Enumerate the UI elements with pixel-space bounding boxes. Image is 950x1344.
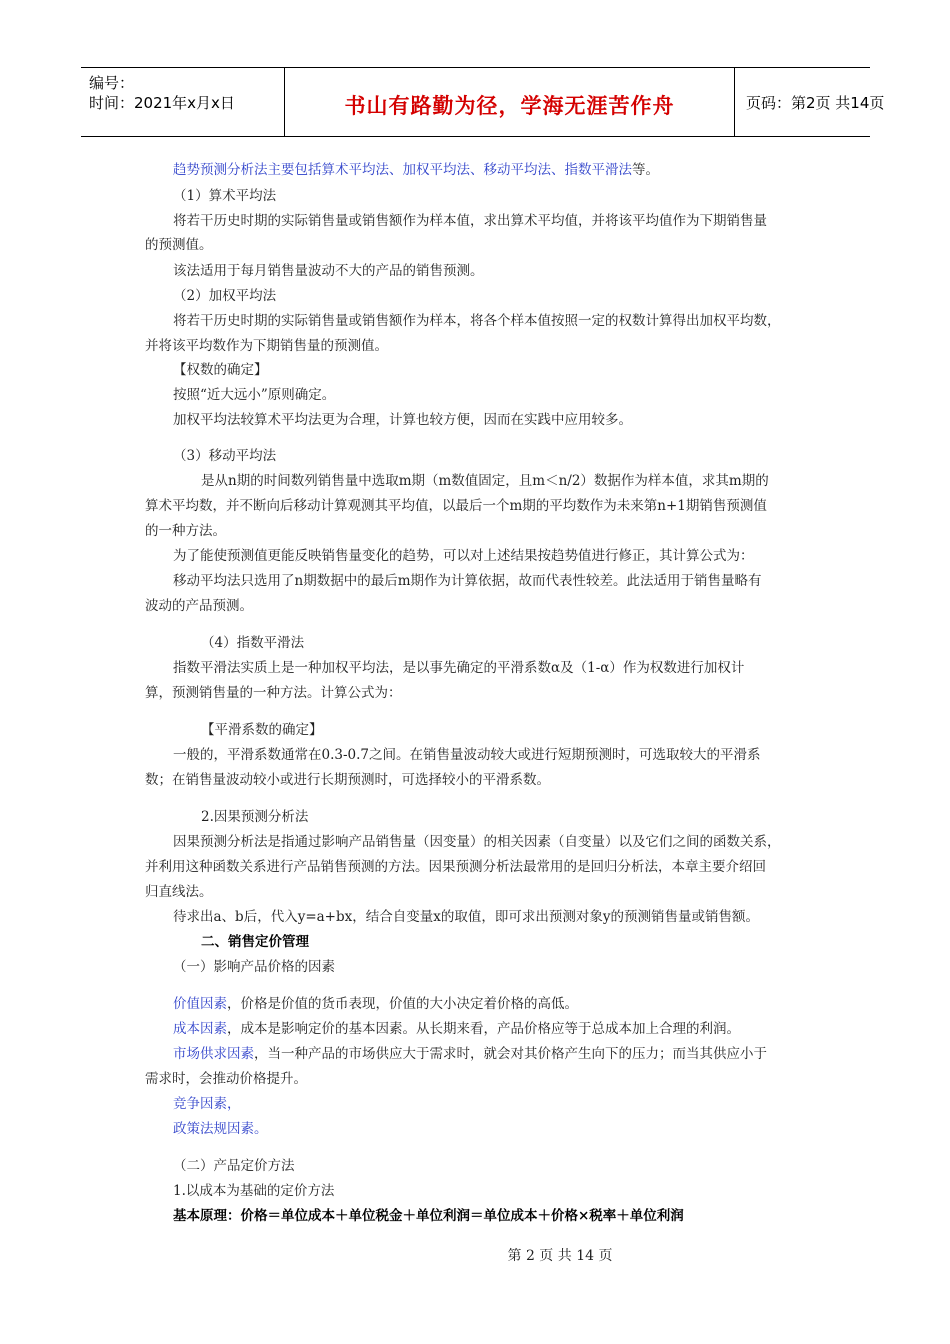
moving-paragraph-line2: 算术平均数，并不断向后移动计算观测其平均值，以最后一个m期的平均数作为未来第n+1期销售预测值 bbox=[145, 498, 767, 514]
header-left-cell bbox=[81, 68, 284, 136]
factor-market-name: 市场供求因素 bbox=[173, 1046, 254, 1062]
section-pricing-title: 二、销售定价管理 bbox=[201, 934, 309, 950]
causal-paragraph-line3: 归直线法。 bbox=[145, 884, 213, 900]
section-moving-title: （3）移动平均法 bbox=[173, 448, 277, 464]
subsection-methods-title: （二）产品定价方法 bbox=[173, 1158, 295, 1174]
causal-paragraph-line2: 并利用这种函数关系进行产品销售预测的方法。因果预测分析法最常用的是回归分析法，本章主要介绍回 bbox=[145, 859, 766, 875]
page-label: 页码：第2页 共14页 bbox=[746, 94, 885, 112]
regression-text: 待求出a、b后，代入y=a+bx，结合自变量x的取值，即可求出预测对象y的预测销售量或销售额。 bbox=[173, 909, 759, 925]
footer-page-number: 第 2 页 共 14 页 bbox=[507, 1248, 613, 1264]
moving-limit-line2: 波动的产品预测。 bbox=[145, 598, 253, 614]
section-causal-title: 2.因果预测分析法 bbox=[201, 809, 309, 825]
cost-based-method-title: 1.以成本为基础的定价方法 bbox=[173, 1183, 335, 1199]
intro-blue-text: 趋势预测分析法主要包括算术平均法、加权平均法、移动平均法、指数平滑法 bbox=[173, 162, 632, 178]
motto-text: 书山有路勤为径，学海无涯苦作舟 bbox=[344, 94, 675, 118]
factor-market-line2: 需求时，会推动价格提升。 bbox=[145, 1071, 307, 1087]
number-label: 编号： bbox=[89, 74, 135, 92]
factor-value-name: 价值因素 bbox=[173, 996, 227, 1012]
moving-correction-text: 为了能使预测值更能反映销售量变化的趋势，可以对上述结果按趋势值进行修正，其计算公式为： bbox=[173, 548, 754, 564]
weighted-advantage-text: 加权平均法较算术平均法更为合理，计算也较方便，因而在实践中应用较多。 bbox=[173, 412, 632, 428]
section-weighted-title: （2）加权平均法 bbox=[173, 288, 277, 304]
causal-paragraph-line1: 因果预测分析法是指通过影响产品销售量（因变量）的相关因素（自变量）以及它们之间的函数关系， bbox=[173, 834, 781, 850]
factor-value-text: ，价格是价值的货币表现，价值的大小决定着价格的高低。 bbox=[227, 996, 578, 1012]
moving-limit-line1: 移动平均法只选用了n期数据中的最后m期作为计算依据，故而代表性较差。此法适用于销售量略有 bbox=[173, 573, 762, 589]
moving-paragraph-line3: 的一种方法。 bbox=[145, 523, 226, 539]
smoothing-coefficient-title: 【平滑系数的确定】 bbox=[201, 722, 323, 738]
factor-cost-name: 成本因素 bbox=[173, 1021, 227, 1037]
factor-market bbox=[173, 1042, 767, 1066]
header-middle-cell bbox=[284, 68, 735, 136]
arithmetic-usage-text: 该法适用于每月销售量波动不大的产品的销售预测。 bbox=[173, 263, 484, 279]
page-footer bbox=[0, 1245, 950, 1265]
weighted-paragraph-line2: 并将该平均数作为下期销售量的预测值。 bbox=[145, 338, 388, 354]
section-exponential-title: （4）指数平滑法 bbox=[201, 635, 305, 651]
weighted-paragraph-line1: 将若干历史时期的实际销售量或销售额作为样本，将各个样本值按照一定的权数计算得出加权平均数， bbox=[173, 313, 781, 329]
factor-value bbox=[173, 992, 578, 1016]
intro-paragraph bbox=[173, 158, 659, 182]
smoothing-paragraph-line2: 数；在销售量波动较小或进行长期预测时，可选择较小的平滑系数。 bbox=[145, 772, 550, 788]
factor-competition: 竞争因素， bbox=[173, 1096, 241, 1112]
basic-principle-formula: 基本原理：价格＝单位成本＋单位税金＋单位利润＝单位成本＋价格×税率＋单位利润 bbox=[173, 1208, 684, 1224]
header-right-cell bbox=[734, 68, 885, 136]
arithmetic-paragraph-line1: 将若干历史时期的实际销售量或销售额作为样本值，求出算术平均值，并将该平均值作为下期销售量 bbox=[173, 213, 767, 229]
smoothing-paragraph-line1: 一般的，平滑系数通常在0.3-0.7之间。在销售量波动较大或进行短期预测时，可选取较大的平滑系 bbox=[173, 747, 761, 763]
factor-cost-text: ，成本是影响定价的基本因素。从长期来看，产品价格应等于总成本加上合理的利润。 bbox=[227, 1021, 740, 1037]
section-arithmetic-title: （1）算术平均法 bbox=[173, 188, 277, 204]
exponential-paragraph-line1: 指数平滑法实质上是一种加权平均法，是以事先确定的平滑系数α及（1-α）作为权数进行加权计 bbox=[173, 660, 745, 676]
factor-cost bbox=[173, 1017, 740, 1041]
factor-policy: 政策法规因素。 bbox=[173, 1121, 268, 1137]
weight-determination-title: 【权数的确定】 bbox=[173, 362, 268, 378]
exponential-paragraph-line2: 算，预测销售量的一种方法。计算公式为： bbox=[145, 685, 402, 701]
weight-determination-text: 按照“近大远小”原则确定。 bbox=[173, 387, 336, 403]
document-header bbox=[81, 67, 885, 137]
arithmetic-paragraph-line2: 的预测值。 bbox=[145, 237, 213, 253]
subsection-factors-title: （一）影响产品价格的因素 bbox=[173, 959, 335, 975]
intro-end-text: 等。 bbox=[632, 162, 659, 178]
moving-paragraph-line1: 是从n期的时间数列销售量中选取m期（m数值固定，且m＜n/2）数据作为样本值，求其m期的 bbox=[201, 473, 769, 489]
date-label: 时间：2021年x月x日 bbox=[89, 94, 235, 112]
factor-market-text: ，当一种产品的市场供应大于需求时，就会对其价格产生向下的压力；而当其供应小于 bbox=[254, 1046, 767, 1062]
